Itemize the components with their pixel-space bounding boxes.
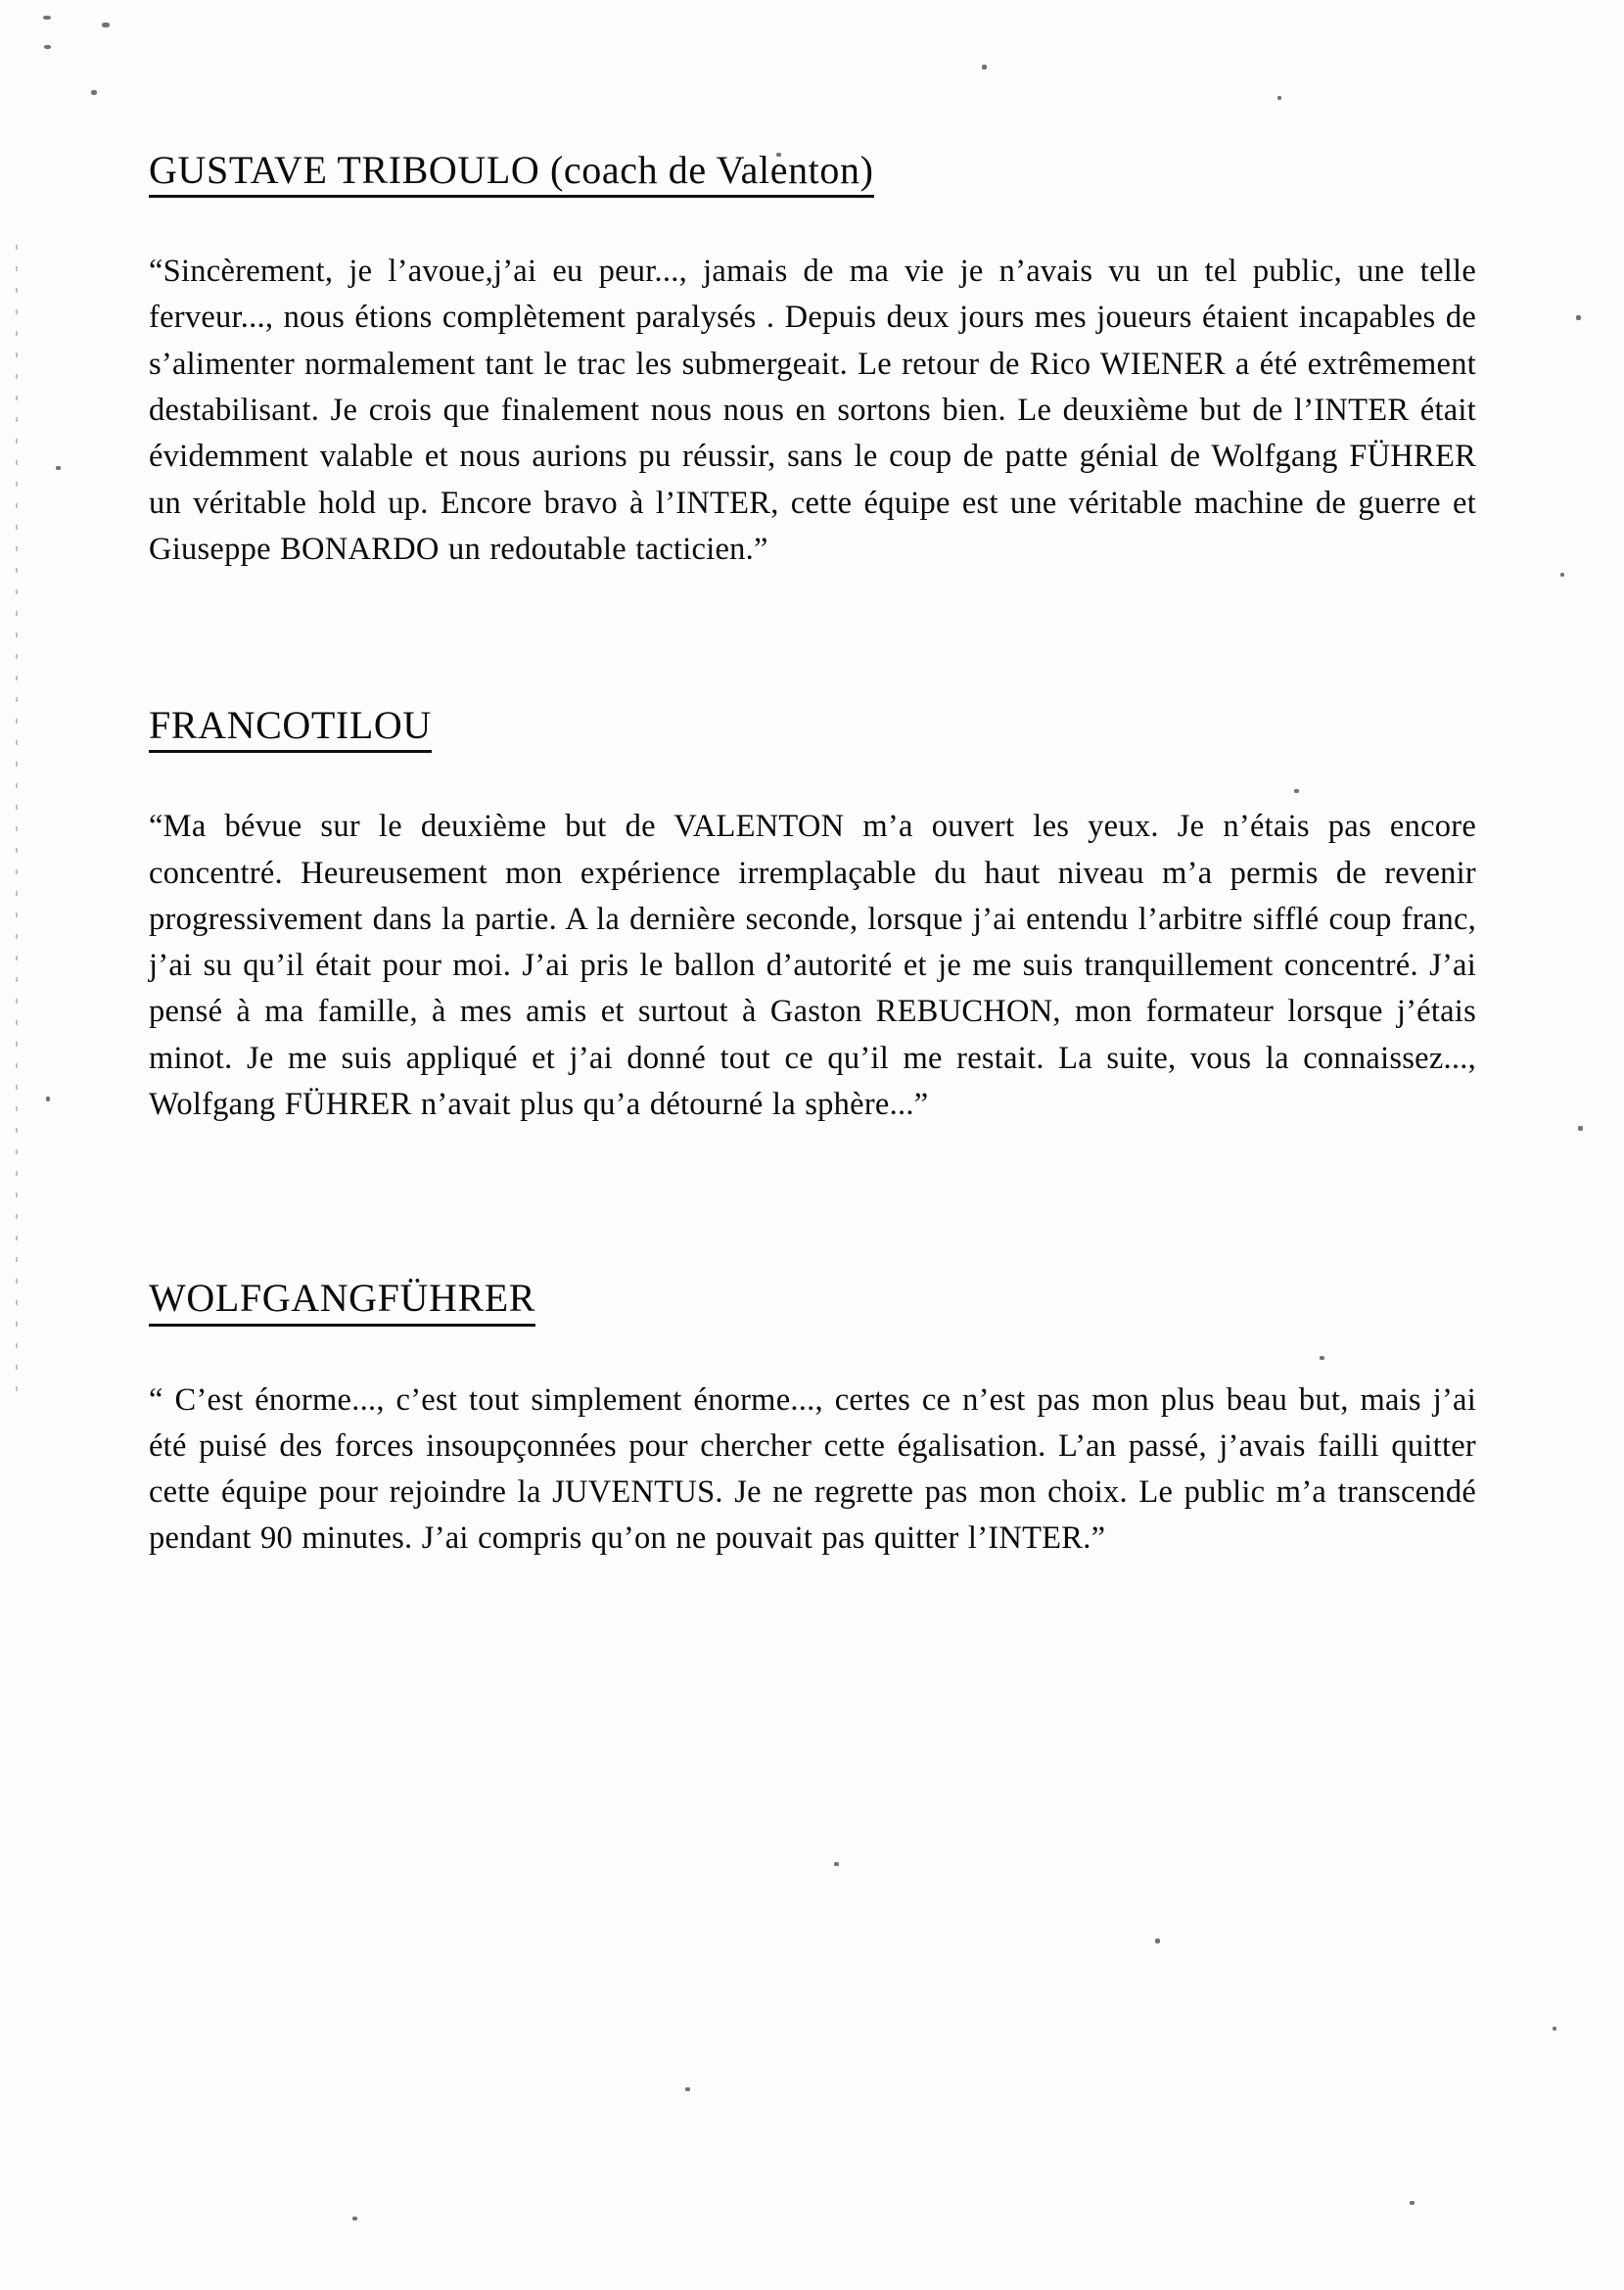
scan-speck: [43, 16, 51, 20]
section-spacer: [149, 1181, 1476, 1275]
section-paragraph: “ C’est énorme..., c’est tout simplement énorme..., certes ce n’est pas mon plus beau but, mais j’ai été puisé des forces insoupçonnées pour chercher cette égalisation. L’an passé, j’avais failli quitter cette équipe pour rejoindre la JUVENTUS. Je ne regrette pas mon choix. Le public m’a transcendé pendant 90 minutes. J’ai compris qu’on ne pouvait pas quitter l’INTER.”: [149, 1381, 1476, 1557]
scan-edge-rule: [16, 245, 18, 1400]
section-heading: FRANCOTILOU: [149, 702, 432, 753]
scan-speck: [352, 2217, 357, 2220]
scan-speck: [44, 45, 51, 49]
scan-speck: [1155, 1939, 1160, 1943]
heading-wrap: [149, 702, 1476, 804]
section-heading: GUSTAVE TRIBOULO (coach de Valenton): [149, 147, 874, 198]
section-paragraph: “Sincèrement, je l’avoue,j’ai eu peur..., jamais de ma vie je n’avais vu un tel public, une telle ferveur..., nous étions complètement paralysés . Depuis deux jours mes joueurs étaient incapables de s’alimenter normalement tant le trac les submergeait. Le retour de Rico WIENER a été extrêmement destabilisant. Je crois que finalement nous nous en sortons bien. Le deuxième but de l’INTER était évidemment valable et nous aurions pu réussir, sans le coup de patte génial de Wolfgang FÜHRER un véritable hold up. Encore bravo à l’INTER, cette équipe est une véritable machine de guerre et Giuseppe BONARDO un redoutable tacticien.”: [149, 254, 1476, 567]
scan-speck: [685, 2087, 690, 2091]
scan-speck: [46, 1097, 50, 1101]
section-francotilou: [149, 702, 1476, 1128]
scan-speck: [56, 466, 61, 470]
scan-speck: [1578, 1126, 1583, 1131]
scan-speck: [102, 23, 110, 27]
section-paragraph: “Ma bévue sur le deuxième but de VALENTON m’a ouvert les yeux. Je n’étais pas encore concentré. Heureusement mon expérience irremplaçable du haut niveau m’a permis de revenir progressivement dans la partie. A la dernière seconde, lorsque j’ai entendu l’arbitre sifflé coup franc, j’ai su qu’il était pour moi. J’ai pris le ballon d’autorité et je me suis tranquillement concentré. J’ai pensé à ma famille, à mes amis et surtout à Gaston REBUCHON, mon formateur lorsque j’étais minot. Je me suis appliqué et j’ai donné tout ce qu’il me restait. La suite, vous la connaissez..., Wolfgang FÜHRER n’avait plus qu’a détourné la sphère...”: [149, 809, 1476, 1123]
scan-speck: [1277, 96, 1281, 100]
section-spacer: [149, 626, 1476, 702]
scan-speck: [1560, 573, 1564, 577]
section-heading: WOLFGANGFÜHRER: [149, 1275, 535, 1326]
heading-wrap: [149, 147, 1476, 249]
section-wolfgang-fuhrer: [149, 1275, 1476, 1562]
document-body: [149, 147, 1476, 1563]
scan-speck: [1553, 2027, 1556, 2031]
scan-speck: [91, 90, 97, 95]
scan-speck: [982, 65, 987, 70]
scan-speck: [834, 1862, 839, 1866]
scan-speck: [1576, 315, 1581, 320]
scan-speck: [1410, 2201, 1415, 2205]
section-gustave-triboulo: [149, 147, 1476, 573]
heading-wrap: [149, 1275, 1476, 1377]
